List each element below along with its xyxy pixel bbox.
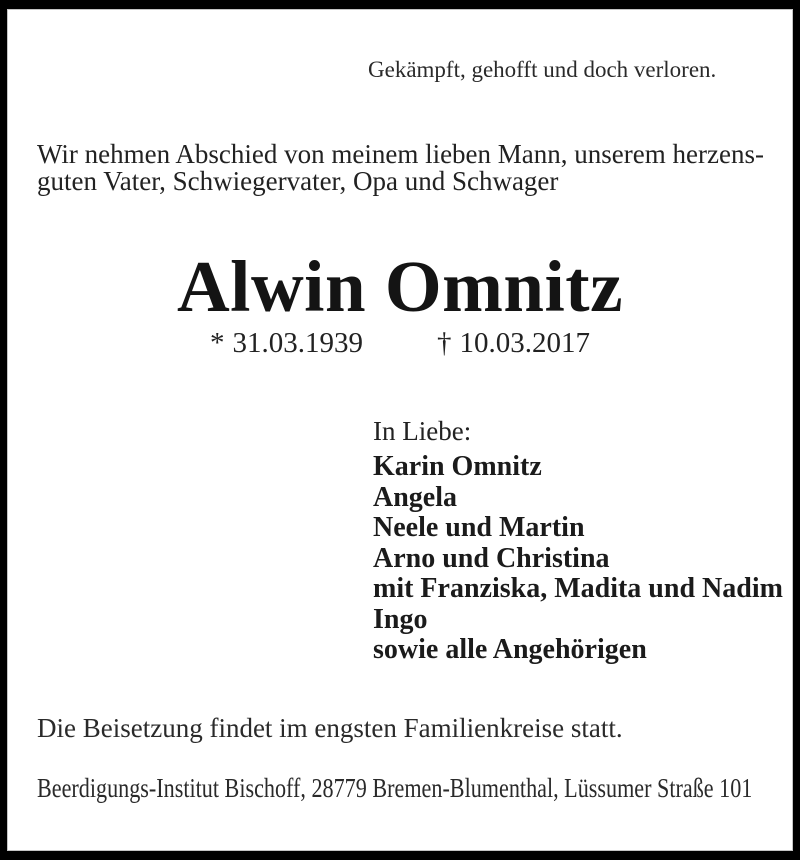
- funeral-home-text: Beerdigungs-Institut Bischoff, 28779 Bremen-Blumenthal, Lüssumer Straße 101: [37, 773, 753, 803]
- death-date-value: 10.03.2017: [459, 327, 590, 359]
- motto-text: Gekämpft, gehofft und doch verloren.: [368, 57, 717, 82]
- mourner-name: Arno und Christina: [373, 542, 610, 574]
- intro-line-1: Wir nehmen Abschied von meinem lieben Mann, unserem herzens-: [37, 139, 764, 169]
- farewell-heading: In Liebe:: [373, 416, 472, 446]
- mourners-list: [373, 452, 783, 666]
- mourner-name: mit Franziska, Madita und Nadim: [373, 573, 783, 604]
- birth-star-symbol: *: [210, 327, 225, 359]
- funeral-home-line: [37, 774, 800, 802]
- intro-paragraph: [37, 141, 781, 195]
- death-cross-symbol: †: [437, 327, 452, 359]
- mourner-name: Karin Omnitz: [373, 451, 542, 482]
- obituary-page: [8, 10, 792, 850]
- deceased-name: Alwin Omnitz: [176, 246, 624, 327]
- death-date: [437, 329, 590, 358]
- mourner-name: Neele und Martin: [373, 512, 585, 543]
- funeral-note: Die Beisetzung findet im engsten Familienkreise statt.: [37, 713, 623, 743]
- intro-line-2: guten Vater, Schwiegervater, Opa und Schwager: [37, 166, 559, 196]
- birth-date: [210, 329, 363, 358]
- mourner-name: Angela: [373, 481, 457, 513]
- birth-date-value: 31.03.1939: [232, 327, 363, 359]
- mourner-name: sowie alle Angehörigen: [373, 634, 647, 665]
- mourner-name: Ingo: [373, 603, 428, 635]
- life-dates: [8, 329, 792, 358]
